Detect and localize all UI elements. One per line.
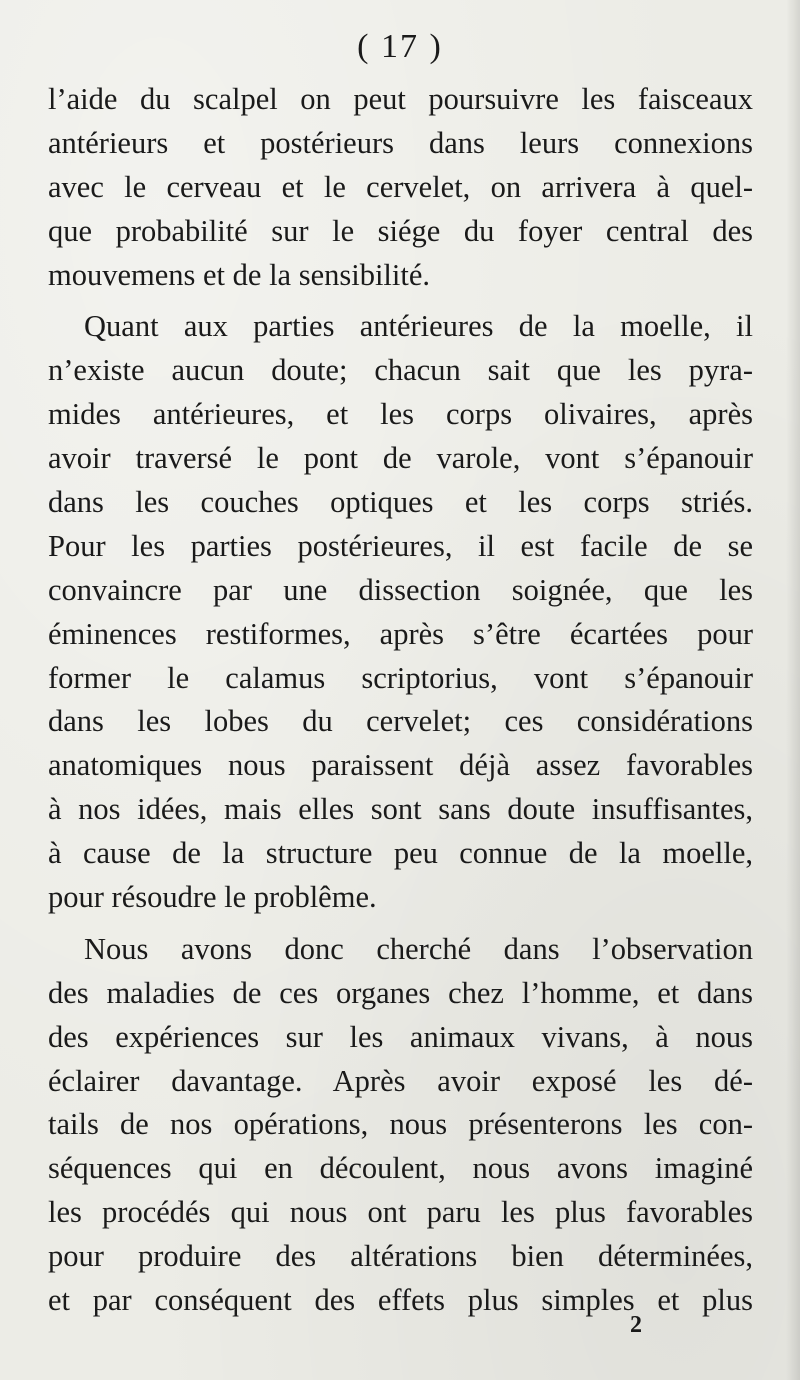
- text-line: tails de nos opérations, nous présenterons les con-: [48, 1107, 753, 1142]
- text-line: antérieurs et postérieurs dans leurs connexions: [48, 125, 753, 160]
- paragraph-1: [48, 78, 753, 297]
- text-line: éclairer davantage. Après avoir exposé les dé-: [48, 1063, 753, 1098]
- text-line: Nous avons donc cherché dans l’observation: [84, 931, 753, 966]
- text-line: pour résoudre le problême.: [48, 880, 377, 915]
- text-line: l’aide du scalpel on peut poursuivre les faisceaux: [48, 82, 753, 116]
- text-line: des expériences sur les animaux vivans, à nous: [48, 1019, 753, 1054]
- text-line: dans les lobes du cervelet; ces considérations: [48, 704, 753, 739]
- body-text: [48, 78, 753, 1323]
- text-line: Quant aux parties antérieures de la moelle, il: [84, 309, 753, 344]
- text-line: avoir traversé le pont de varole, vont s’épanouir: [48, 441, 753, 476]
- text-line: mouvemens et de la sensibilité.: [48, 257, 431, 292]
- text-line: pour produire des altérations bien déterminées,: [48, 1239, 753, 1274]
- text-line: les procédés qui nous ont paru les plus favorables: [48, 1195, 753, 1230]
- text-line: éminences restiformes, après s’être écartées pour: [48, 616, 753, 651]
- text-line: séquences qui en découlent, nous avons imaginé: [48, 1151, 753, 1186]
- paragraph-3: [48, 928, 753, 1323]
- text-line: avec le cerveau et le cervelet, on arrivera à quel-: [48, 169, 753, 204]
- text-line: Pour les parties postérieures, il est facile de se: [48, 528, 753, 563]
- text-line: dans les couches optiques et les corps striés.: [48, 485, 753, 520]
- text-line: mides antérieures, et les corps olivaires, après: [48, 397, 753, 432]
- text-line: à cause de la structure peu connue de la moelle,: [48, 836, 753, 871]
- page-edge-shadow: [786, 0, 800, 1380]
- text-line: que probabilité sur le siége du foyer central des: [48, 213, 753, 248]
- text-line: et par conséquent des effets plus simples et plus: [48, 1283, 753, 1318]
- page-number: ( 17 ): [357, 28, 443, 65]
- text-line: former le calamus scriptorius, vont s’épanouir: [48, 660, 753, 695]
- text-line: anatomiques nous paraissent déjà assez favorables: [48, 748, 753, 783]
- text-line: des maladies de ces organes chez l’homme, et dans: [48, 975, 753, 1010]
- text-line: à nos idées, mais elles sont sans doute insuffisantes,: [48, 792, 753, 827]
- text-line: convaincre par une dissection soignée, que les: [48, 572, 753, 607]
- signature-mark: 2: [630, 1312, 642, 1338]
- paragraph-2: [48, 305, 753, 919]
- text-line: n’existe aucun doute; chacun sait que les pyra-: [48, 353, 753, 388]
